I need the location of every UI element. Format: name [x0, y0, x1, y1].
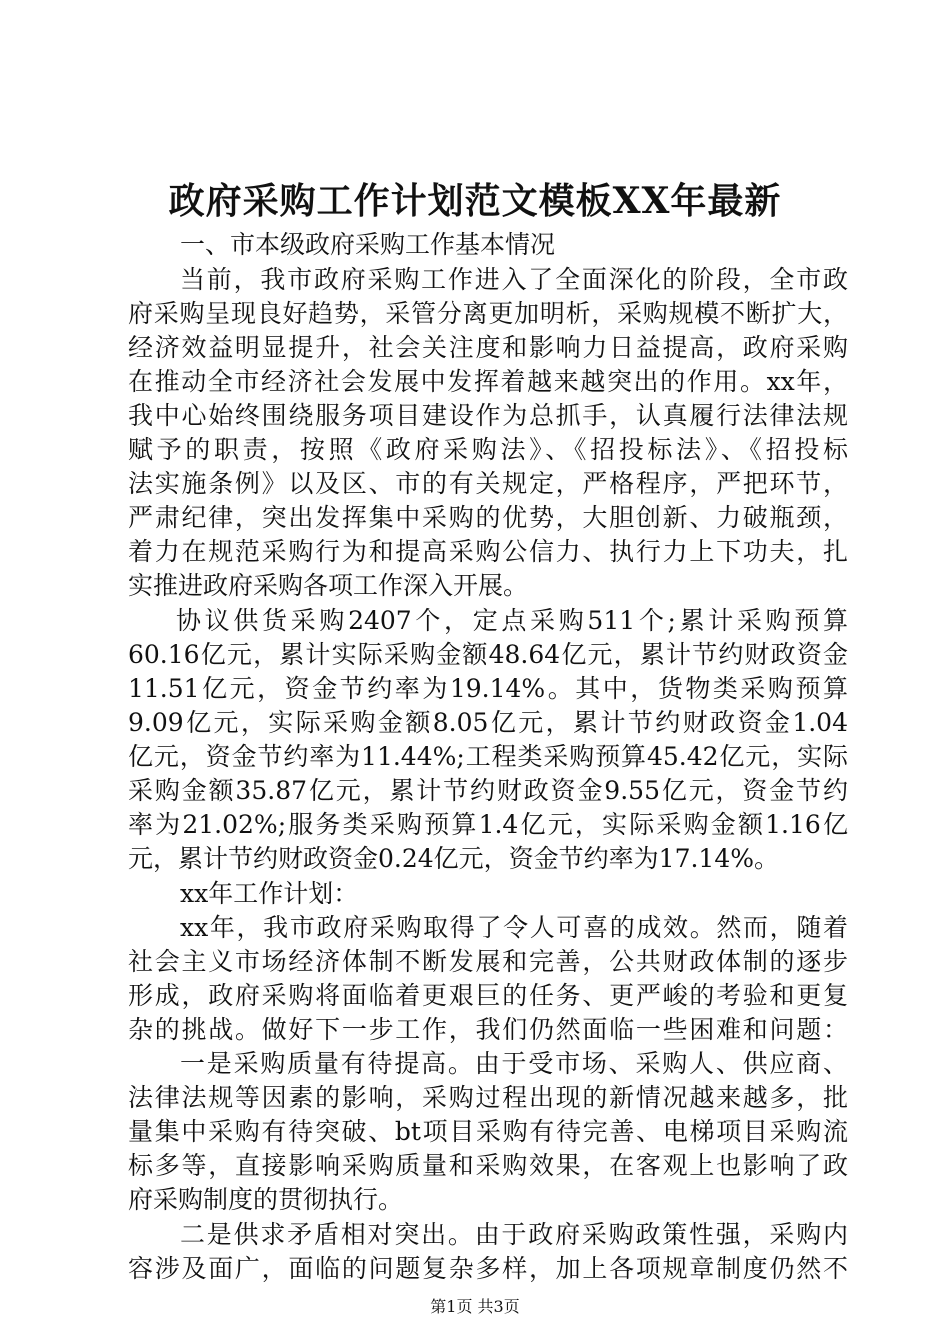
paragraph-line: 实推进政府采购各项工作深入开展。 [128, 571, 529, 600]
paragraph-line: 60.16亿元，累计实际采购金额48.64亿元，累计节约财政资金 [128, 640, 848, 669]
paragraph-line: 元，累计节约财政资金0.24亿元，资金节约率为17.14%。 [128, 844, 779, 873]
paragraph-line: 我中心始终围绕服务项目建设作为总抓手，认真履行法律法规 [128, 401, 848, 430]
paragraph-line: 形成，政府采购将面临着更艰巨的任务、更严峻的考验和更复 [128, 981, 848, 1010]
paragraph-line: 协议供货采购2407个，定点采购511个;累计采购预算 [176, 606, 848, 635]
page-number-footer: 第1页 共3页 [430, 1297, 520, 1316]
paragraph-line: 法实施条例》以及区、市的有关规定，严格程序，严把环节， [128, 469, 848, 498]
paragraph-line: xx年，我市政府采购取得了令人可喜的成效。然而，随着 [180, 913, 848, 942]
paragraph-line: 在推动全市经济社会发展中发挥着越来越突出的作用。xx年， [128, 367, 848, 396]
paragraph-line: 容涉及面广，面临的问题复杂多样，加上各项规章制度仍然不 [128, 1254, 848, 1283]
paragraph-line: 社会主义市场经济体制不断发展和完善，公共财政体制的逐步 [128, 947, 848, 976]
paragraph-line: 标多等，直接影响采购质量和采购效果，在客观上也影响了政 [128, 1151, 848, 1180]
paragraph-line: 当前，我市政府采购工作进入了全面深化的阶段，全市政 [180, 265, 848, 294]
paragraph-line: 经济效益明显提升，社会关注度和影响力日益提高，政府采购 [128, 333, 848, 362]
paragraph-line: 府采购制度的贯彻执行。 [128, 1185, 404, 1214]
paragraph-line: 赋予的职责，按照《政府采购法》、《招投标法》、《招投标 [128, 435, 848, 464]
paragraph-line: 亿元，资金节约率为11.44%;工程类采购预算45.42亿元，实际 [128, 742, 848, 771]
section-heading: xx年工作计划： [180, 879, 359, 908]
paragraph-line: 量集中采购有待突破、bt项目采购有待完善、电梯项目采购流 [128, 1117, 848, 1146]
paragraph-line: 一是采购质量有待提高。由于受市场、采购人、供应商、 [180, 1049, 848, 1078]
paragraph-line: 二是供求矛盾相对突出。由于政府采购政策性强，采购内 [180, 1220, 848, 1249]
paragraph-line: 法律法规等因素的影响，采购过程出现的新情况越来越多，批 [128, 1083, 848, 1112]
paragraph-line: 率为21.02%;服务类采购预算1.4亿元，实际采购金额1.16亿 [128, 810, 848, 839]
paragraph-line: 严肃纪律，突出发挥集中采购的优势，大胆创新、力破瓶颈， [128, 503, 848, 532]
paragraph-line: 11.51亿元，资金节约率为19.14%。其中，货物类采购预算 [128, 674, 848, 703]
paragraph-line: 9.09亿元，实际采购金额8.05亿元，累计节约财政资金1.04 [128, 708, 848, 737]
paragraph-line: 着力在规范采购行为和提高采购公信力、执行力上下功夫，扎 [128, 537, 848, 566]
paragraph-line: 杂的挑战。做好下一步工作，我们仍然面临一些困难和问题： [128, 1015, 848, 1044]
section-heading: 一、市本级政府采购工作基本情况 [180, 230, 556, 259]
document-title: 政府采购工作计划范文模板XX年最新 [168, 180, 782, 222]
paragraph-line: 采购金额35.87亿元，累计节约财政资金9.55亿元，资金节约 [128, 776, 848, 805]
paragraph-line: 府采购呈现良好趋势，采管分离更加明析，采购规模不断扩大， [128, 299, 848, 328]
